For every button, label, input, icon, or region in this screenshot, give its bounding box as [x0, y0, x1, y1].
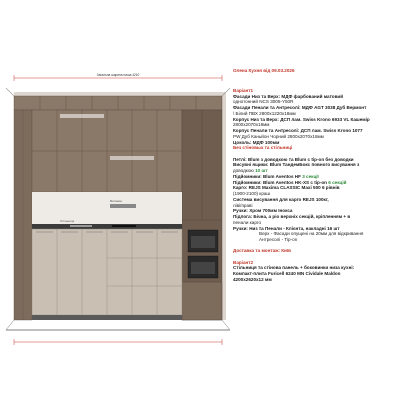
hob — [112, 225, 136, 227]
hardware-line: Висувні ящики: Blum ТандемБокс повного висування з — [233, 162, 360, 168]
legs-line: Верх - Фасади опущені на 20мм для відкривання — [259, 231, 364, 237]
cargo-line: ліві/праві — [233, 202, 253, 208]
cargo-line: (1900-2100) краш — [233, 191, 271, 196]
hardware-count: 10 шт — [255, 168, 268, 173]
legs-line: пенали карго — [233, 219, 262, 225]
specification-text — [233, 68, 400, 283]
hood-label: Витяжка — [110, 199, 122, 203]
sink — [70, 225, 92, 227]
total-width-label: Загальна ширина ниша 4210 — [96, 73, 140, 77]
countertop-label: Стільниця — [60, 219, 75, 223]
hardware-line: Петлі: Blum з доводкою та Blum с tip-on без доводки — [233, 156, 354, 162]
left-tall-pillar — [14, 110, 32, 320]
lift-a-label: Підйомники: Blum Aventos HF — [233, 173, 301, 179]
legs-line: Ручки: Низ та Пенали - Клієнта, накладні 16 шт — [233, 225, 340, 231]
cargo-line: Система висування для карго REJS 100кг, — [233, 196, 329, 202]
spec-line: 2800х2070х18мм — [233, 122, 270, 128]
handle-line: Ручки: Хром 700мм Іноксa — [233, 208, 293, 214]
variant2-line: 4200х2620х12 мм — [233, 276, 272, 282]
delivery-line: Доставка та монтаж: Київ — [233, 248, 291, 254]
lift-a-count: 3 секції — [302, 173, 319, 179]
no-walls-note: Без стіновых та стільниці — [233, 145, 293, 151]
hood — [110, 204, 136, 208]
plinth — [32, 315, 182, 320]
spec-line: \ Білий ПВХ 2800х1220х18мм — [233, 110, 296, 116]
spec-line: PW Дуб Каньйон Чорний 2800х2070х18мм — [233, 133, 324, 139]
lift-b-count: 6 секцій — [328, 179, 347, 185]
upper-wall-cabinets — [32, 110, 182, 192]
document-header: Олена Кухня від 09.03.2026 — [233, 68, 295, 73]
countertop — [32, 224, 182, 229]
kitchen-elevation-drawing — [0, 70, 232, 400]
legs-line: Підлога: Бічна, а ріо верхніх секцій, кріпленням + в — [233, 214, 351, 219]
spec-line: Цоколь: МДФ 100мм — [233, 139, 280, 145]
spec-line: Корпус Пенали та Антресолі: ДСП лам. Swiss Krono 1077 — [233, 128, 363, 133]
variant2-title: Варіант2 — [233, 259, 254, 265]
variant2-line: Компакт-плита Furicell 6240 MN Cividale Maldon — [233, 271, 341, 276]
variant2-line: Стільниця та стінова панель + боковинки низа кухні: — [233, 265, 355, 271]
spec-line: Фасади Пенали та Антресолі: МДФ AGT 3038 Дуб Вермонт — [233, 105, 367, 110]
backsplash — [32, 192, 182, 224]
spec-line: Фасади Низ та Верх: МДФ фарбований матовий — [233, 93, 344, 99]
spec-line: однотонний NCS 3005-Y50R — [233, 99, 294, 105]
wall-left-persp — [6, 88, 14, 96]
cargo-line: Карго: REJS Maxima CLASSIC Maxi 500 6 рівнів — [233, 185, 340, 191]
antresol-row — [14, 96, 222, 110]
lift-b-label: Підйомники: Blum Aventos HK-XS с tip-on — [233, 179, 327, 185]
variant1-title: Варіант1 — [233, 87, 254, 93]
right-tall-column — [182, 110, 222, 320]
legs-line: Антресолі - Tip-on — [259, 237, 298, 242]
spec-line: Корпус Низ та Верх: ДСП лам. Swiss Krono 6933 VL Кашемір — [233, 116, 370, 122]
lower-base-cabinets — [32, 229, 182, 315]
hardware-line-text: доводкою — [233, 168, 254, 173]
